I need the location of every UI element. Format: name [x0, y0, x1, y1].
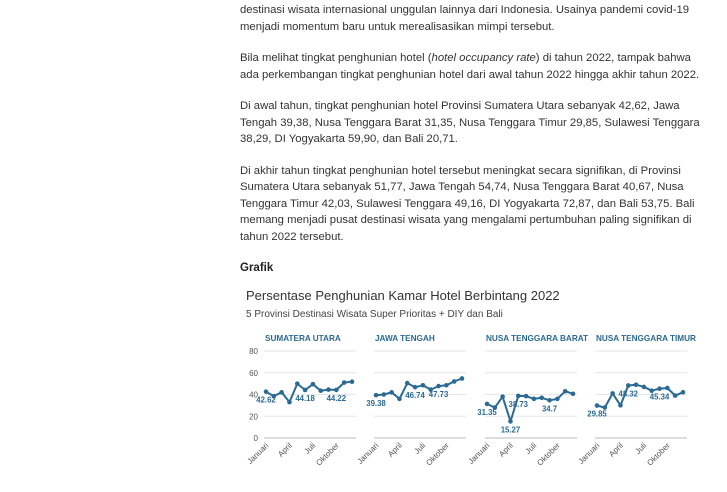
data-point — [539, 395, 544, 400]
panel-title-0: SUMATERA UTARA — [265, 334, 341, 343]
data-point — [610, 391, 615, 396]
data-label: 29.85 — [587, 409, 607, 419]
chart-subtitle: 5 Provinsi Destinasi Wisata Super Prioritas + DIY dan Bali — [246, 309, 503, 320]
data-point — [595, 403, 600, 408]
series-line-2 — [487, 391, 573, 421]
panel-title-1: JAWA TENGAH — [375, 334, 435, 343]
data-label: 44.22 — [326, 393, 347, 403]
data-point — [413, 385, 418, 390]
month-label: April — [276, 441, 294, 459]
month-label: Oktober — [314, 441, 341, 468]
month-label: Juli — [412, 441, 428, 456]
article-paragraph: Di awal tahun, tingkat penghunian hotel Provinsi Sumatera Utara sebanyak 42,62, Jawa Tengah 39,38, Nusa Tenggara Barat 31,35, Nusa Tenggara Timur 29,85, Sulawesi Tenggara 38,29, DI Yogyakarta 59,90, dan Bali 20,71. — [240, 100, 700, 145]
month-label: April — [607, 441, 625, 459]
data-point — [405, 381, 410, 386]
y-tick-label: 60 — [249, 368, 258, 378]
data-label: 46.74 — [405, 391, 425, 401]
month-label: Oktober — [535, 441, 562, 468]
data-point — [334, 388, 339, 393]
chart-title: Persentase Penghunian Kamar Hotel Berbintang 2022 — [246, 288, 560, 303]
data-point — [571, 391, 576, 396]
data-point — [508, 419, 513, 424]
data-point — [318, 388, 323, 393]
data-point — [665, 386, 670, 391]
month-label: Oktober — [645, 441, 672, 468]
article-text: ) di tahun 2022, tampak bahwa ada perkembangan tingkat penghunian hotel dari awal tahun 2022 hingga akhir tahun 2022. — [240, 52, 700, 81]
data-point — [657, 386, 662, 391]
data-point — [563, 389, 568, 394]
data-point — [436, 384, 441, 389]
data-point — [547, 398, 552, 403]
data-point — [634, 382, 639, 387]
data-point — [342, 380, 347, 385]
data-point — [397, 397, 402, 402]
article-paragraph: destinasi wisata internasional unggulan lainnya dari Indonesia. Usainya pandemi covid-19 menjadi momentum baru untuk merealisasikan mimpi tersebut. — [240, 4, 690, 33]
data-point — [326, 387, 331, 392]
month-label: Juli — [302, 441, 318, 456]
data-label: 47.73 — [428, 390, 449, 400]
data-point — [303, 388, 308, 393]
data-label: 44.18 — [295, 393, 315, 403]
article-text: Bila melihat tingkat penghunian hotel ( — [240, 52, 432, 64]
article-emphasis: hotel occupancy rate — [431, 52, 536, 64]
article-paragraph: Di akhir tahun tingkat penghunian hotel tersebut meningkat secara signifikan, di Provinsi Sumatera Utara sebanyak 51,77, Jawa Tengah 54,74, Nusa Tenggara Barat 40,67, Nusa Tenggara Timur 42,03, Sulawesi Tenggara 49,16, DI Yogyakarta 72,87, dan Bali 53,75. Bali memang menjadi pusat destinasi wisata yang mengalami pertumbuhan paling signifikan di tahun 2022 tersebut. — [240, 164, 695, 243]
month-label: Januari — [576, 441, 602, 466]
data-label: 15.27 — [500, 425, 521, 435]
panel-title-3: NUSA TENGGARA TIMUR — [596, 334, 696, 343]
data-point — [618, 403, 623, 408]
month-label: Januari — [466, 441, 492, 466]
data-point — [642, 385, 647, 390]
data-point — [626, 383, 631, 388]
data-point — [452, 379, 457, 384]
month-label: Januari — [245, 441, 271, 466]
month-label: April — [497, 441, 515, 459]
data-point — [681, 390, 686, 395]
data-point — [524, 394, 529, 399]
data-label: 42.62 — [256, 395, 276, 405]
y-tick-label: 80 — [249, 347, 258, 356]
data-label: 38.73 — [508, 399, 529, 409]
section-heading-grafik: Grafik — [240, 262, 274, 274]
data-point — [500, 394, 505, 399]
data-label: 45.34 — [649, 392, 670, 402]
data-label: 39.38 — [366, 399, 386, 409]
data-point — [279, 390, 284, 395]
y-tick-label: 40 — [249, 390, 258, 400]
data-point — [389, 390, 394, 395]
y-tick-label: 0 — [253, 434, 258, 443]
month-label: Juli — [633, 441, 649, 456]
data-point — [295, 381, 300, 386]
y-tick-label: 20 — [249, 412, 258, 422]
data-point — [374, 393, 379, 398]
data-point — [287, 400, 292, 405]
data-point — [382, 392, 387, 397]
data-point — [444, 383, 449, 388]
data-point — [421, 383, 426, 388]
month-label: Oktober — [424, 441, 451, 468]
data-label: 31.35 — [477, 407, 497, 417]
month-label: Juli — [523, 441, 539, 456]
panel-title-2: NUSA TENGGARA BARAT — [486, 334, 589, 343]
data-point — [264, 389, 269, 394]
data-point — [485, 402, 490, 407]
data-point — [516, 394, 521, 399]
month-label: Januari — [355, 441, 381, 466]
data-point — [532, 397, 537, 402]
data-point — [350, 379, 355, 384]
month-label: April — [386, 441, 404, 459]
data-point — [673, 393, 678, 398]
data-point — [555, 397, 560, 402]
data-point — [311, 382, 316, 387]
data-point — [460, 376, 465, 381]
data-label: 48.32 — [618, 389, 639, 399]
data-label: 34.7 — [541, 404, 558, 414]
series-line-3 — [597, 385, 683, 408]
